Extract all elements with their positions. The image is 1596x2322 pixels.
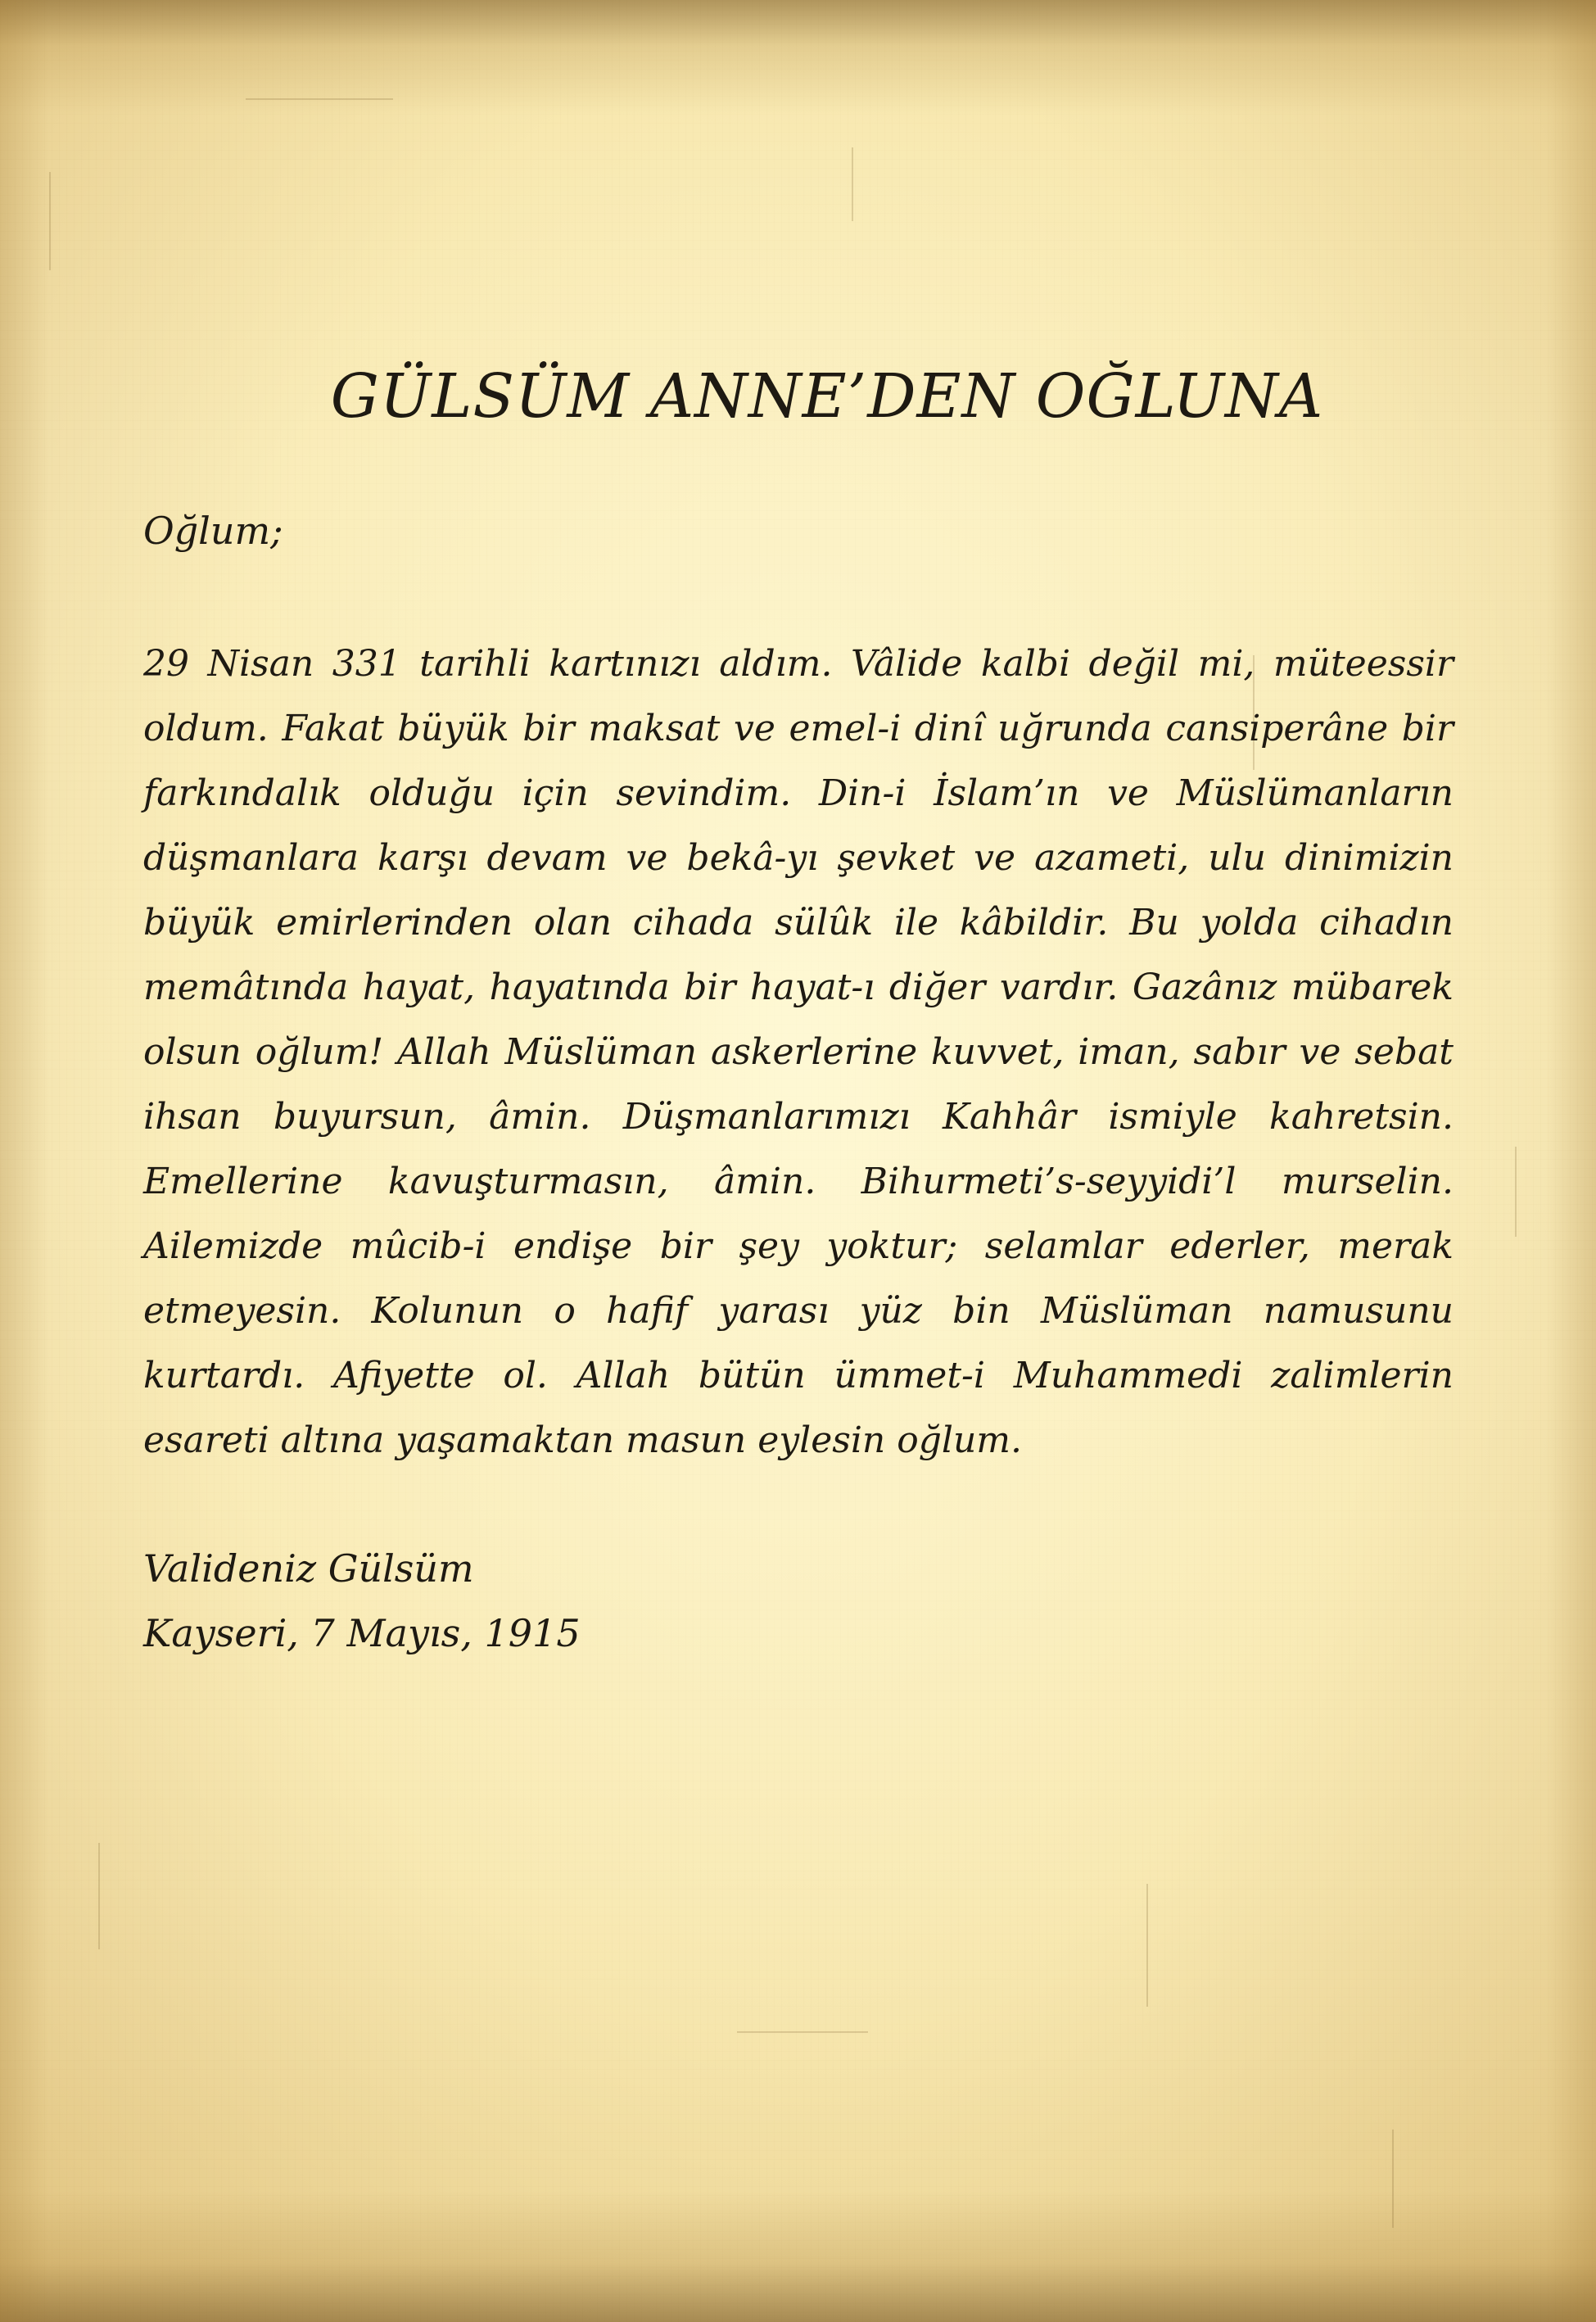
paper-scratch [737,2031,868,2033]
letter-title: GÜLSÜM ANNE’DEN OĞLUNA [330,361,1324,432]
paper-scratch [246,98,393,100]
paper-scratch [1146,1884,1148,2007]
paper-scratch [49,172,51,270]
letter-body: 29 Nisan 331 tarihli kartınızı aldım. Vâlide kalbi değil mi, müteessir oldum. Fakat büyük bir maksat ve emel-i dinî uğrunda cansiperâne bir farkındalık olduğu için sevindim. Din-i İslam’ın ve Müslümanların düşmanlara karşı devam ve bekâ-yı şevket ve azameti, ulu dinimizin büyük emirlerinden olan cihada sülûk ile kâbildir. Bu yolda cihadın memâtında hayat, hayatında bir hayat-ı diğer vardır. Gazânız mübarek olsun oğlum! Allah Müslüman askerlerine kuvvet, iman, sabır ve sebat ihsan buyursun, âmin. Düşmanlarımızı Kahhâr ismiyle kahretsin. Emellerine kavuşturmasın, âmin. Bihurmeti’s-seyyidi’l murselin. Ailemizde mûcib-i endişe bir şey yoktur; selamlar ederler, merak etmeyesin. Kolunun o hafif yarası yüz bin Müslüman namusunu kurtardı. Afiyette ol. Allah bütün ümmet-i Muhammedi zalimlerin esareti altına yaşamaktan masun eylesin oğlum. [143,642,1454,1461]
letter-signature: Valideniz Gülsüm [143,1546,474,1591]
letter [143,360,1454,1666]
paper-scratch [1515,1147,1517,1237]
paper-scratch [98,1843,100,1949]
letter-place-date: Kayseri, 7 Mayıs, 1915 [143,1610,581,1655]
paper-scratch [852,147,853,221]
paper-left-edge [0,0,49,2322]
paper-scratch [1392,2130,1394,2228]
burnt-top-edge [0,0,1596,115]
paper-right-edge [1547,0,1596,2322]
letter-greeting: Oğlum; [143,508,283,553]
burnt-bottom-edge [0,2191,1596,2322]
